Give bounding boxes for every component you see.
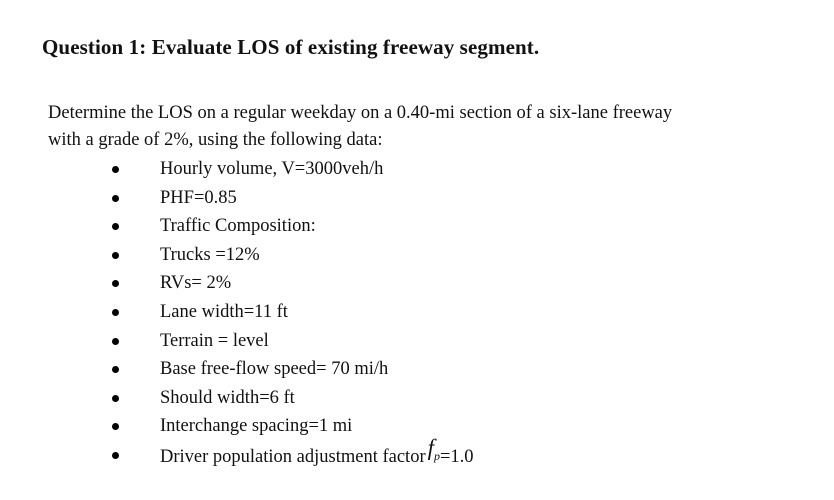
bullet-icon [112, 223, 119, 230]
bullet-icon [112, 166, 119, 173]
bullet-icon [112, 280, 119, 287]
list-item-text: Trucks =12% [160, 244, 260, 265]
bullet-icon [112, 423, 119, 430]
list-item-text: Traffic Composition: [160, 216, 316, 237]
bullet-icon [112, 252, 119, 259]
fp-value: =1.0 [440, 446, 474, 467]
bullet-icon [112, 452, 119, 459]
problem-statement [48, 100, 808, 154]
list-item-text: Should width=6 ft [160, 387, 295, 408]
question-title: Question 1: Evaluate LOS of existing freeway segment. [42, 35, 540, 59]
problem-statement-line-1: Determine the LOS on a regular weekday on a 0.40-mi section of a six-lane freeway [48, 103, 673, 123]
list-item-text: RVs= 2% [160, 273, 232, 294]
problem-statement-line-2: with a grade of 2%, using the following data: [48, 130, 383, 150]
list-item-text: Lane width=11 ft [160, 301, 288, 322]
bullet-icon [112, 395, 119, 402]
list-item-text: Interchange spacing=1 mi [160, 416, 353, 437]
bullet-icon [112, 338, 119, 345]
list-item-text: Base free-flow speed= 70 mi/h [160, 359, 389, 380]
list-item-text: Terrain = level [160, 330, 269, 351]
driver-population-label: Driver population adjustment factor [160, 446, 426, 467]
list-item-text: PHF=0.85 [160, 187, 237, 208]
fp-symbol: f [427, 434, 434, 460]
list-item-text: Hourly volume, V=3000veh/h [160, 159, 384, 179]
bullet-icon [112, 309, 119, 316]
list-item-text [160, 434, 474, 473]
fp-subscript: p [434, 448, 440, 463]
bullet-icon [112, 195, 119, 202]
bullet-icon [112, 366, 119, 373]
